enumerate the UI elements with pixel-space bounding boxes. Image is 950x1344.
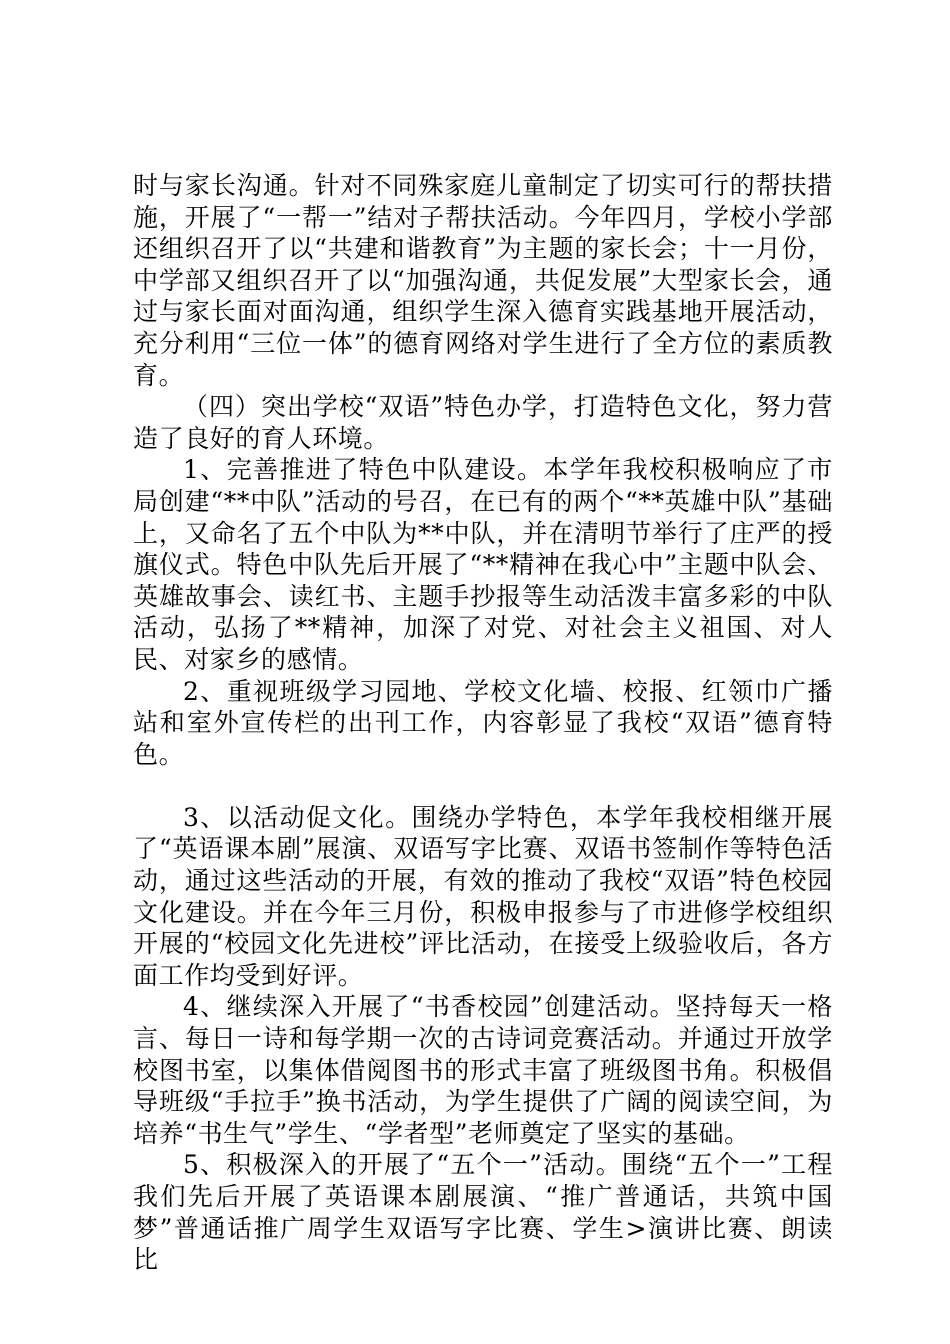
paragraph-spacer [133, 770, 833, 802]
paragraph-parent-communication: 时与家长沟通。针对不同殊家庭儿童制定了切实可行的帮扶措施，开展了“一帮一”结对子帮扶活动。今年四月，学校小学部还组织召开了以“共建和谐教育”为主题的家长会；十一月份，中学部又组织召开了以“加强沟通，共促发展”大型家长会，通过与家长面对面沟通，组织学生深入德育实践基地开展活动，充分利用“三位一体”的德育网络对学生进行了全方位的素质教育。 [133, 171, 833, 390]
document-body [133, 170, 833, 1276]
paragraph-item-2-publications: 2、重视班级学习园地、学校文化墙、校报、红领巾广播站和室外宣传栏的出刊工作，内容彰显了我校“双语”德育特色。 [133, 676, 833, 769]
paragraph-section-four-heading: （四）突出学校“双语”特色办学，打造特色文化，努力营造了良好的育人环境。 [133, 392, 833, 453]
paragraph-item-5-five-ones: 5、积极深入的开展了“五个一”活动。围绕“五个一”工程我们先后开展了英语课本剧展演、“推广普通话，共筑中国梦”普通话推广周学生双语写字比赛、学生>演讲比赛、朗读比 [133, 1150, 833, 1275]
paragraph-item-4-reading: 4、继续深入开展了“书香校园”创建活动。坚持每天一格言、每日一诗和每学期一次的古诗词竞赛活动。并通过开放学校图书室，以集体借阅图书的形式丰富了班级图书角。积极倡导班级“手拉手”换书活动，为学生提供了广阔的阅读空间，为培养“书生气”学生、“学者型”老师奠定了坚实的基础。 [133, 992, 833, 1148]
paragraph-item-3-activities: 3、以活动促文化。围绕办学特色，本学年我校相继开展了“英语课本剧”展演、双语写字比赛、双语书签制作等特色活动，通过这些活动的开展，有效的推动了我校“双语”特色校园文化建设。并在今年三月份，积极申报参与了市进修学校组织开展的“校园文化先进校”评比活动，在接受上级验收后，各方面工作均受到好评。 [133, 802, 833, 990]
paragraph-item-1-squadron: 1、完善推进了特色中队建设。本学年我校积极响应了市局创建“**中队”活动的号召，在已有的两个“**英雄中队”基础上，又命名了五个中队为**中队，并在清明节举行了庄严的授旗仪式。特色中队先后开展了“**精神在我心中”主题中队会、英雄故事会、读红书、主题手抄报等生动活泼丰富多彩的中队活动，弘扬了**精神，加深了对党、对社会主义祖国、对人民、对家乡的感情。 [133, 455, 833, 674]
